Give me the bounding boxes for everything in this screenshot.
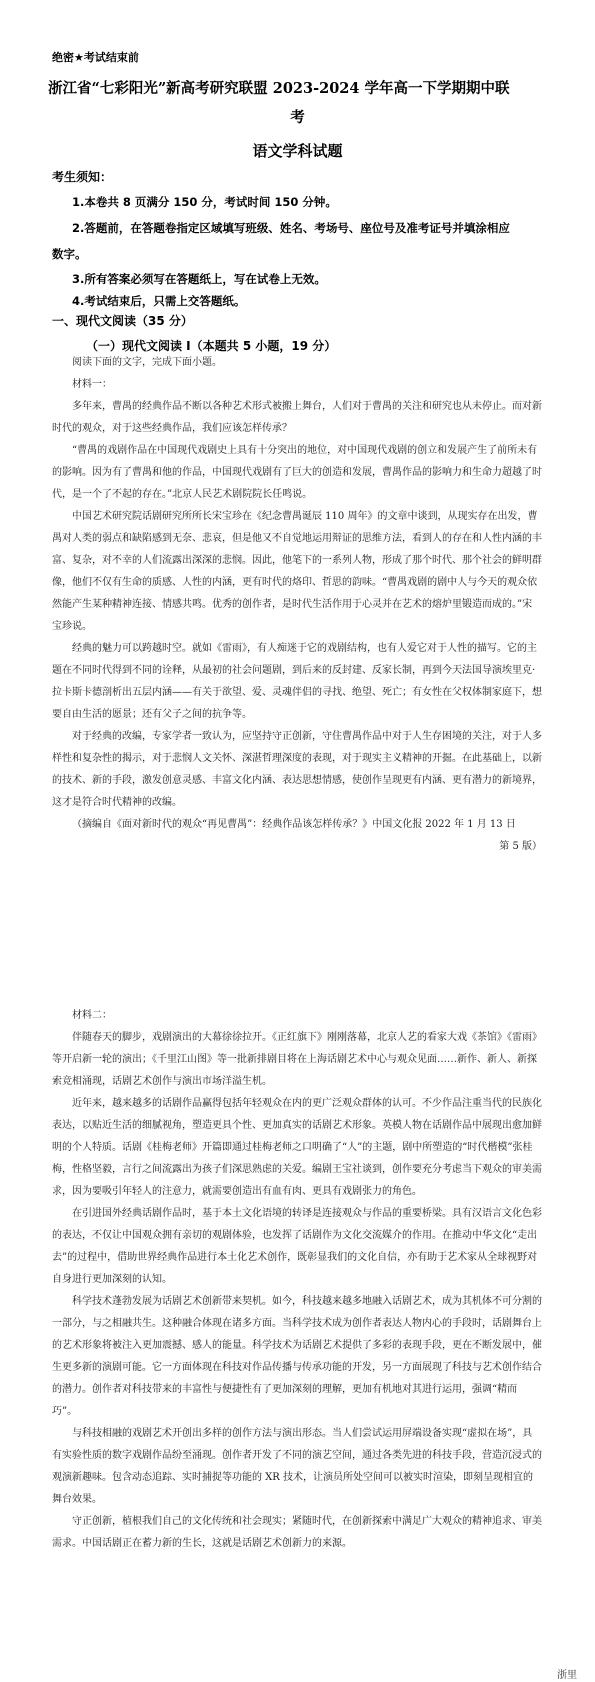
material2-paragraph: 伴随春天的脚步，戏剧演出的大幕徐徐拉开。《正红旗下》刚刚落幕，北京人艺的看家大戏《茶馆》《雷雨》等开启新一轮的演出；《千里江山图》等一批新排剧目将在上海话剧艺术中心与观众见面……新作、新人、新探索竞相涌现，话剧艺术创作与演出市场洋溢生机。	[52, 1032, 542, 1087]
note-item: 数字。	[52, 247, 87, 261]
exam-title-line2: 考	[290, 109, 305, 126]
material1-paragraph: “曹禺的戏剧作品在中国现代戏剧史上具有十分突出的地位，对中国现代戏剧的创立和发展产生了前所未有的影响。因为有了曹禺和他的作品，中国现代戏剧有了巨大的创造和发展，曹禺作品的影响力和生命力超越了时代，是一个了不起的存在。”北京人民艺术剧院院长任鸣说。	[52, 445, 542, 500]
page-footer: 浙里	[557, 1670, 577, 1681]
note-item: 2.答题前，在答题卷指定区域填写班级、姓名、考场号、座位号及准考证号并填涂相应	[72, 221, 510, 235]
material1-paragraph: 中国艺术研究院话剧研究所所长宋宝珍在《纪念曹禺诞辰 110 周年》的文章中谈到，从现实存在出发，曹禺对人类的弱点和缺陷感到无奈、悲哀，但是他又不自觉地运用辩证的思维方法，看到人的存在和人性内涵的丰富、复杂，对不幸的人们流露出深深的悲悯。因此，他笔下的一系列人物，形成了那个时代、那个社会的鲜明群像，他们不仅有生命的质感、人性的内涵，更有时代的烙印、哲思的韵味。“曹禺戏剧的剧中人与今天的观众依然能产生某种精神连接、情感共鸣。优秀的创作者，是时代生活作用于心灵并在艺术的熔炉里锻造而成的。”宋宝珍说。	[52, 511, 542, 632]
material1-label: 材料一：	[72, 379, 112, 390]
instruction-text: 阅读下面的文字，完成下面小题。	[72, 357, 222, 368]
material1-paragraph: 对于经典的改编，专家学者一致认为，应坚持守正创新，守住曹禺作品中对于人生存困境的关注，对于人多样性和复杂性的揭示，对于悲悯人文关怀、深湛哲理深度的表现，对于现实主义精神的开掘。在此基础上，以新的技术、新的手段，激发创意灵感、丰富文化内涵、表达思想情感，使创作呈现更有内涵、更有潜力的新境界，这才是符合时代精神的改编。	[52, 731, 542, 808]
note-item: 4.考试结束后，只需上交答题纸。	[72, 294, 246, 308]
top-secret-label: 绝密★考试结束前	[52, 51, 139, 64]
note-item: 3.所有答案必须写在答题纸上，写在试卷上无效。	[72, 272, 326, 286]
material2-paragraph: 守正创新，植根我们自己的文化传统和社会现实；紧随时代，在创新探索中满足广大观众的精神追求、审美需求。中国话剧正在蓄力新的生长，这就是话剧艺术创新力的来源。	[52, 1516, 542, 1549]
material2-block	[52, 1005, 542, 1555]
material2-paragraph: 与科技相融的戏剧艺术开创出多样的创作方法与演出形态。当人们尝试运用屏端设备实现“虚拟在场”，具有实验性质的数字戏剧作品纷至涌现。创作者开发了不同的演艺空间，通过各类先进的科技手段，营造沉浸式的观演新趣味。包含动态追踪、实时捕捉等功能的 XR 技术，让演员所处空间可以被实时渲染，即刻呈现相宜的舞台效果。	[52, 1428, 542, 1505]
material2-paragraph: 科学技术蓬勃发展为话剧艺术创新带来契机。如今，科技越来越多地融入话剧艺术，成为其机体不可分割的一部分，与之相融共生。这种融合体现在诸多方面。当科学技术成为创作者表达人物内心的手段时，话剧舞台上的艺术形象将被注入更加震撼、感人的能量。科学技术为话剧艺术提供了多彩的表现手段，更在不断发展中，催生更多新的演剧可能。它一方面体现在科技对作品传播与传承功能的开发，另一方面展现了科技与艺术创作结合的潜力。创作者对科技带来的丰富性与便捷性有了更加深刻的理解，更加有机地对其进行运用，强调“精而巧”。	[52, 1296, 542, 1417]
subject-title: 语文学科试题	[252, 142, 343, 160]
note-item: 1.本卷共 8 页满分 150 分，考试时间 150 分钟。	[72, 195, 337, 209]
exam-title-line1: 浙江省“七彩阳光”新高考研究联盟 2023-2024 学年高一下学期期中联	[48, 80, 510, 97]
material2-paragraph: 在引进国外经典话剧作品时，基于本土文化语境的转译是连接观众与作品的重要桥梁。具有汉语言文化色彩的表达，不仅让中国观众拥有亲切的观剧体验，也发挥了话剧作为文化交流媒介的作用。在推动中华文化“走出去”的过程中，借助世界经典作品进行本土化艺术创作，既彰显我们的文化自信，亦有助于艺术家从全球视野对自身进行更加深刻的认知。	[52, 1208, 542, 1285]
citation: （摘编自《面对新时代的观众“再见曹禺”：经典作品该怎样传承？》中国文化报 2022 年 1 月 13 日	[72, 819, 516, 830]
material2-label: 材料二：	[72, 1010, 112, 1021]
section-title: 一、现代文阅读（35 分）	[52, 314, 193, 328]
material1-block	[52, 352, 542, 858]
material1-paragraph: 经典的魅力可以跨越时空。就如《雷雨》，有人痴迷于它的戏剧结构，也有人爱它对于人性的描写。它的主题在不同时代得到不同的诠释，从最初的社会问题剧，到后来的反封建、反家长制，再到今天法国导演埃里克·拉卡斯卡德剖析出五层内涵——有关于欲望、爱、灵魂伴侣的寻找、绝望、死亡；有女性在父权体制家庭下，想要自由生活的愿景；还有父子之间的抗争等。	[52, 643, 542, 720]
notes-heading: 考生须知：	[52, 170, 113, 184]
section-subtitle: （一）现代文阅读 I（本题共 5 小题，19 分）	[86, 339, 337, 353]
material2-paragraph: 近年来，越来越多的话剧作品赢得包括年轻观众在内的更广泛观众群体的认可。不少作品注重当代的民族化表达，以贴近生活的细腻视角，塑造更具个性、更加真实的话剧艺术形象。英模人物在话剧作品中展现出愈加鲜明的个人特质。话剧《桂梅老师》开篇即通过桂梅老师之口明确了“人”的主题，剧中所塑造的“时代楷模”张桂梅，性格坚毅，言行之间流露出为孩子们深思熟虑的关爱。编剧王宝社谈到，创作要充分考虑当下观众的审美需求，因为要吸引年轻人的注意力，就需要创造出有血有肉、更具有戏剧张力的角色。	[52, 1098, 542, 1197]
citation-continued: 第 5 版）	[499, 841, 542, 852]
material1-paragraph: 多年来，曹禺的经典作品不断以各种艺术形式被搬上舞台，人们对于曹禺的关注和研究也从未停止。而对新时代的观众，对于这些经典作品，我们应该怎样传承？	[52, 401, 542, 434]
